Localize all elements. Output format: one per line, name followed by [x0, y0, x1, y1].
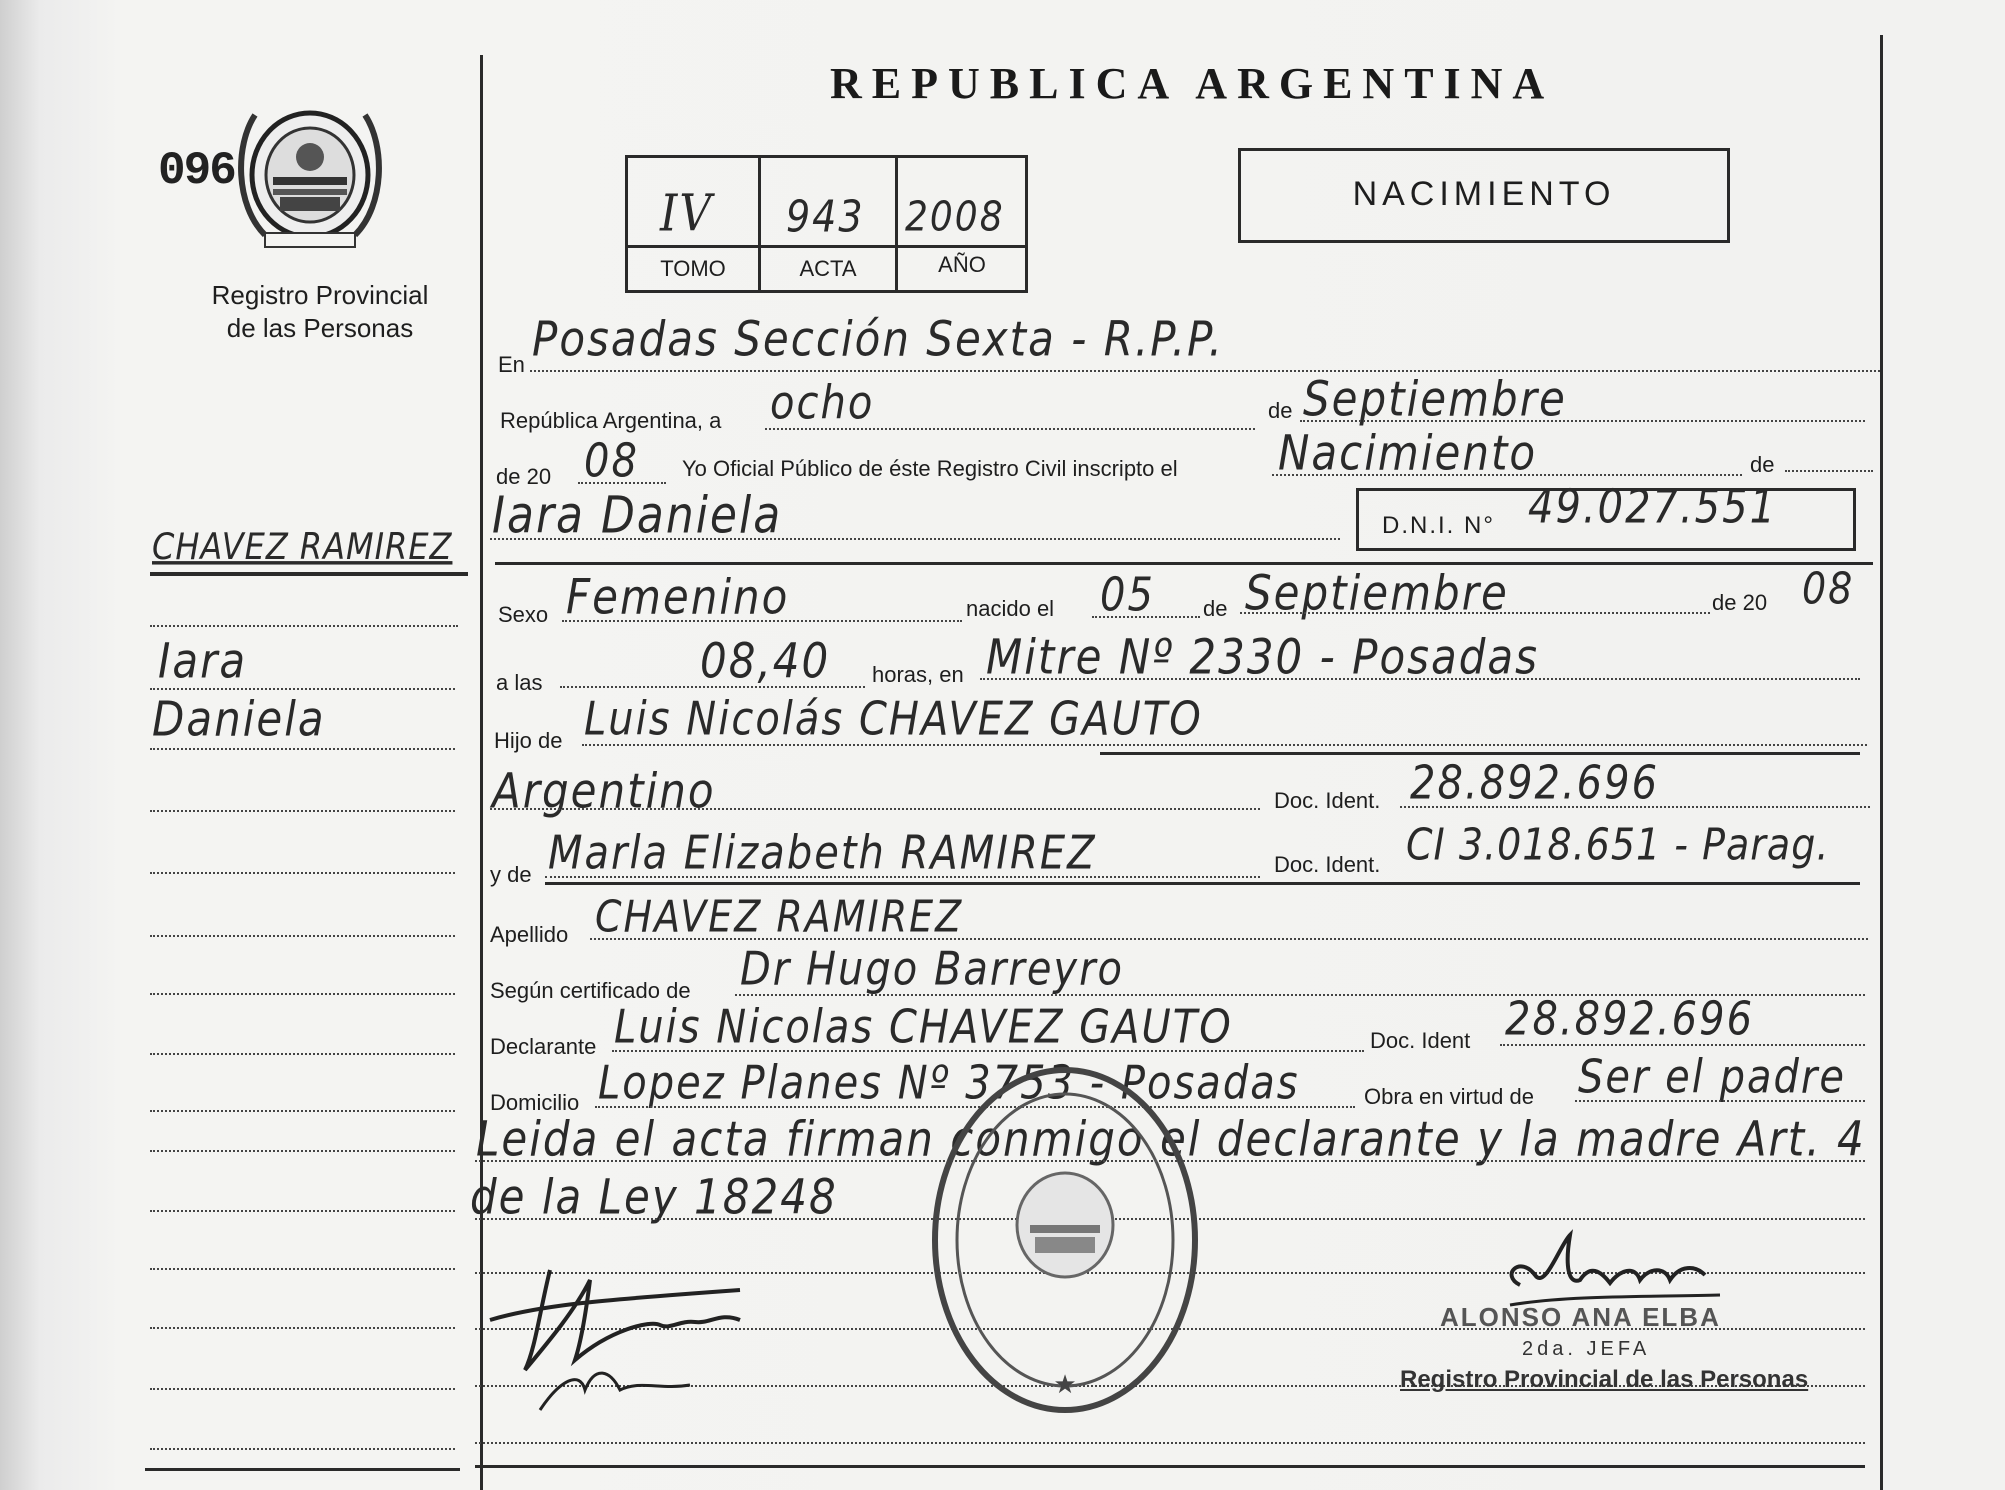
label-dni: D.N.I. N° — [1382, 512, 1495, 539]
label-nacido: nacido el — [966, 596, 1055, 621]
row-rule — [1300, 420, 1865, 422]
field-nac-anio: 08 — [1802, 563, 1855, 614]
official-name: ALONSO ANA ELBA — [1440, 1302, 1721, 1332]
field-nombre: Iara Daniela — [492, 486, 783, 545]
right-border — [1880, 35, 1883, 1490]
label-de-nac: de — [1203, 596, 1228, 621]
field-padre-nac: Argentino — [492, 762, 716, 819]
field-sexo: Femenino — [566, 568, 790, 625]
row-rule — [1785, 470, 1873, 472]
registry-number: 096 — [158, 145, 235, 197]
row-rule — [560, 686, 865, 688]
official-org: Registro Provincial de las Personas — [1400, 1366, 1809, 1393]
row-rule — [530, 370, 1880, 372]
label-horas: horas, en — [872, 662, 964, 687]
anio-label: AÑO — [938, 252, 986, 277]
act-type-label: NACIMIENTO — [1352, 175, 1616, 213]
observations-line2: de la Ley 18248 — [470, 1168, 838, 1225]
row-rule — [1400, 806, 1870, 808]
field-nac-dia: 05 — [1100, 569, 1155, 622]
tomo-label: TOMO — [660, 256, 726, 281]
row-rule — [1272, 474, 1742, 476]
field-inscripcion: Nacimiento — [1278, 424, 1538, 481]
margin-rule — [150, 1053, 455, 1055]
label-a-las: a las — [496, 670, 543, 695]
row-rule — [475, 1442, 1865, 1444]
official-role: 2da. JEFA — [1522, 1338, 1651, 1360]
field-domicilio: Lopez Planes Nº 3753 - Posadas — [598, 1057, 1300, 1110]
country-title: REPUBLICA ARGENTINA — [830, 59, 1555, 108]
margin-rule — [150, 1150, 455, 1152]
margin-surname: CHAVEZ RAMIREZ — [152, 524, 453, 568]
record-box-rule — [625, 245, 1028, 248]
label-de-nombre: de — [1750, 452, 1775, 477]
row-rule — [590, 938, 1868, 940]
tomo-value: IV — [660, 184, 714, 243]
bottom-rule — [475, 1465, 1865, 1468]
field-lugar: Posadas Sección Sexta - R.P.P. — [532, 310, 1225, 367]
field-obra: Ser el padre — [1578, 1051, 1846, 1104]
margin-name1: Iara — [158, 632, 248, 689]
anio-value: 2008 — [905, 193, 1005, 241]
label-y-de: y de — [490, 862, 532, 887]
observations-line1: Leida el acta firman conmigo el declarante y la madre Art. 4 — [476, 1110, 1866, 1167]
margin-rule — [150, 872, 455, 874]
margin-rule — [150, 1268, 455, 1270]
label-declarante: Declarante — [490, 1034, 597, 1059]
field-dni: 49.027.551 — [1528, 481, 1778, 534]
label-hijo: Hijo de — [494, 728, 563, 753]
row-rule-solid — [1100, 752, 1860, 755]
row-rule — [1500, 1044, 1865, 1046]
field-decl-doc: 28.892.696 — [1505, 993, 1755, 1046]
margin-rule — [150, 935, 455, 937]
field-anio: 08 — [584, 435, 639, 488]
field-declarante: Luis Nicolas CHAVEZ GAUTO — [614, 1001, 1233, 1054]
registry-name-line2: de las Personas — [226, 313, 414, 343]
label-de-20-nac: de 20 — [1712, 590, 1768, 615]
row-rule-solid — [495, 562, 1873, 565]
acta-label: ACTA — [799, 256, 857, 281]
row-rule — [490, 538, 1340, 540]
row-rule — [612, 1050, 1364, 1052]
margin-surname-rule — [150, 572, 468, 576]
official-round-seal-icon — [920, 1055, 1210, 1425]
row-rule — [562, 620, 962, 622]
margin-rule — [150, 1210, 455, 1212]
field-padre: Luis Nicolás CHAVEZ GAUTO — [584, 693, 1203, 746]
margin-rule — [150, 1327, 455, 1329]
label-sexo: Sexo — [498, 602, 549, 627]
label-de20: de 20 — [496, 464, 552, 489]
margin-name2: Daniela — [152, 690, 326, 747]
row-rule — [545, 876, 1260, 878]
field-apellido: CHAVEZ RAMIREZ — [595, 891, 964, 942]
margin-rule — [150, 1388, 455, 1390]
field-mes: Septiembre — [1303, 370, 1567, 427]
row-rule — [1575, 1100, 1865, 1102]
label-republica: República Argentina, a — [500, 408, 722, 433]
row-rule-solid — [545, 882, 1860, 885]
field-padre-doc: 28.892.696 — [1410, 757, 1660, 810]
row-rule — [582, 744, 1867, 746]
field-medico: Dr Hugo Barreyro — [740, 943, 1125, 996]
svg-text:★: ★ — [1053, 1370, 1077, 1400]
field-dia-letras: ocho — [770, 377, 875, 430]
field-hora: 08,40 — [700, 632, 831, 689]
declarant-signature-icon — [480, 1250, 800, 1420]
margin-rule — [150, 1448, 455, 1450]
label-oficial: Yo Oficial Público de éste Registro Civil inscripto el — [682, 456, 1178, 481]
label-segun: Según certificado de — [490, 978, 691, 1003]
margin-rule — [150, 748, 455, 750]
row-rule — [980, 678, 1860, 680]
label-doc-madre: Doc. Ident. — [1274, 852, 1381, 877]
field-madre-doc: CI 3.018.651 - Parag. — [1406, 819, 1830, 870]
label-domicilio: Domicilio — [490, 1090, 580, 1115]
provincial-coat-of-arms-icon — [225, 85, 395, 260]
row-rule — [490, 808, 1260, 810]
label-apellido: Apellido — [490, 922, 569, 947]
label-obra: Obra en virtud de — [1364, 1084, 1534, 1109]
label-de-mes: de — [1268, 398, 1293, 423]
label-doc-padre: Doc. Ident. — [1274, 788, 1381, 813]
row-rule — [578, 482, 666, 484]
field-nac-mes: Septiembre — [1245, 564, 1509, 621]
row-rule — [1092, 616, 1200, 618]
margin-rule — [150, 625, 458, 627]
margin-rule — [150, 993, 455, 995]
margin-rule — [150, 1110, 455, 1112]
field-madre: Marla Elizabeth RAMIREZ — [548, 827, 1097, 880]
row-rule — [1240, 612, 1710, 614]
row-rule — [765, 428, 1255, 430]
margin-bottom-rule — [145, 1468, 460, 1471]
acta-value: 943 — [786, 191, 865, 242]
label-doc-declarante: Doc. Ident — [1370, 1028, 1471, 1053]
field-lugar-nac: Mitre Nº 2330 - Posadas — [986, 628, 1540, 685]
margin-rule — [150, 810, 455, 812]
registry-name-line1: Registro Provincial — [211, 280, 429, 310]
margin-rule — [150, 688, 455, 690]
label-en: En — [498, 352, 525, 377]
